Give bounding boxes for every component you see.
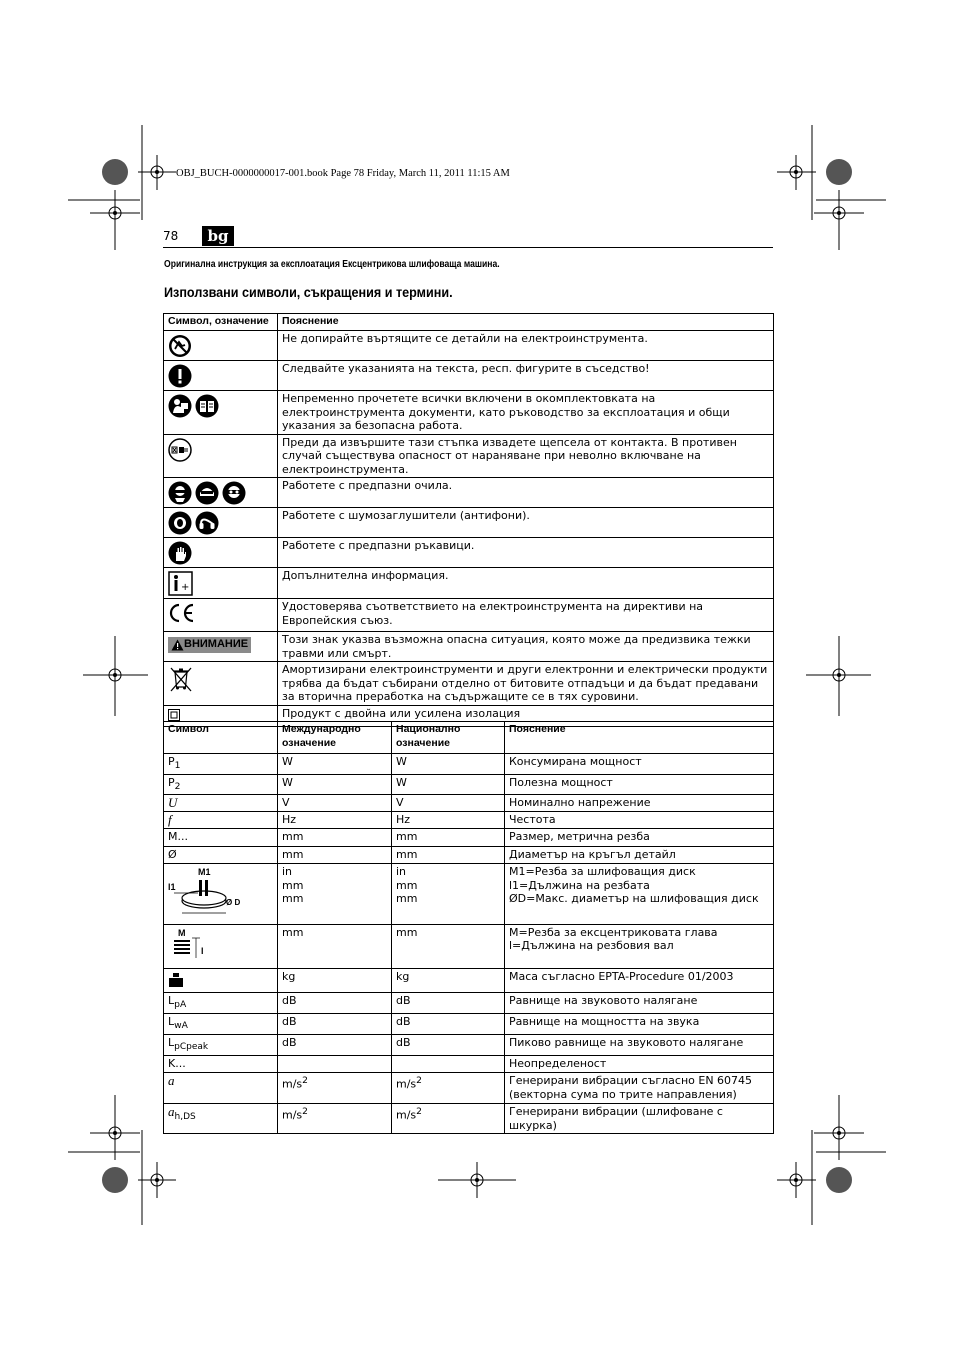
column-header-symbol: Символ [164,722,278,754]
row-text: Следвайте указанията на текста, респ. фигурите в съседство! [278,361,774,391]
column-header-national: Национално означение [392,722,505,754]
column-header-international: Международно означение [278,722,392,754]
info-icon [168,571,193,596]
table-row: $L_{pA}$ dB dB Равнище на звуковото налягане [164,993,774,1014]
do-not-touch-rotating-icon [168,334,192,358]
table-row: $L_{pCpeak}$ dB dB Пиково равнище на звуковото налягане [164,1034,774,1056]
weee-bin-icon [168,665,194,693]
table-row: $P_1$ W W Консумирана мощност [164,754,774,775]
table-row: M1 l1 Ø D in mm mm in mm mm M1=Резба за шлифоващия диск l1=Дължина на резбата ØD=Макс. диаметър на шлифоващия диск [164,864,774,925]
weight-icon [168,972,184,988]
table-row: $a_{h,DS}$ $m/s^2$ $m/s^2$ Генерирани вибрации (шлифоване с шкурка) [164,1104,774,1134]
svg-text:M1: M1 [198,867,211,878]
table-row [164,599,774,632]
table-row [164,508,774,538]
svg-text:Ø D: Ø D [226,898,241,908]
row-text: Не допирайте въртящите се детайли на електроинструмента. [278,331,774,361]
face-shield-icon [195,481,219,505]
row-text: Амортизирани електроинструменти и други електронни и електрически продукти трябва да бъдат събирани отделно от битовите отпадъци и да бъдат предавани за вторична преработка на съдържащите се в тях суровини. [278,662,774,706]
table-row [164,632,774,662]
table-row [164,662,774,706]
row-text: Преди да извършите тази стъпка извадете щепсела от контакта. В противен случай съществува опасност от нараняване при неволно включване на електроинструмента. [278,434,774,478]
table-row [164,391,774,435]
safety-goggles-icon [168,481,192,505]
row-text: Работете с предпазни очила. [278,478,774,508]
table-row: a $m/s^2$ $m/s^2$ Генерирани вибрации съгласно EN 60745 (векторна сума по трите направления) [164,1073,774,1104]
svg-text:l: l [201,945,204,956]
disc-dimensions-diagram [168,865,248,919]
column-header-symbol: Символ, означение [164,314,278,331]
row-text: Този знак указва възможна опасна ситуация, която може да предизвика тежки травми или смърт. [278,632,774,662]
svg-text:l1: l1 [168,882,176,893]
table-row: $L_{wA}$ dB dB Равнище на мощността на звука [164,1014,774,1035]
language-badge: bg [202,226,234,246]
units-table [163,721,774,1134]
unplug-icon [168,438,192,462]
table-row [164,478,774,508]
double-insulation-icon [168,709,180,721]
warning-triangle-icon [171,639,184,651]
table-row: M l mm mm M=Резба за ексцентриковата глава l=Дължина на резбовия вал [164,924,774,968]
table-row: M... mm mm Размер, метрична резба [164,829,774,847]
svg-text:M: M [178,927,186,938]
column-header-explanation: Пояснение [278,314,774,331]
exclamation-icon [168,364,192,388]
svg-text:+: + [181,582,190,593]
warning-badge: ВНИМАНИЕ [168,637,251,653]
book-info: OBJ_BUCH-0000000017-001.book Page 78 Friday, March 11, 2011 11:15 AM [176,168,510,179]
table-row [164,331,774,361]
header-divider [163,247,773,248]
row-text: Допълнителна информация. [278,568,774,599]
row-text: Работете с предпазни ръкавици. [278,538,774,568]
table-row: U V V Номинално напрежение [164,795,774,812]
table-row: $P_2$ W W Полезна мощност [164,774,774,795]
ear-protection-icon [168,511,192,535]
table-row: kg kg Маса съгласно EPTA-Procedure 01/2003 [164,968,774,993]
row-text: Работете с шумозаглушители (антифони). [278,508,774,538]
row-text: Непременно прочетете всички включени в окомплектовката на електроинструмента документи, като ръководство за експлоатация и общи указания за безопасна работа. [278,391,774,435]
gloves-icon [168,541,192,565]
row-text: Продукт с двойна или усилена изолация [278,706,774,727]
ear-muffs-icon [195,511,219,535]
table-header-row [164,722,774,754]
table-row [164,361,774,391]
table-row [164,434,774,478]
table-row: K... Неопределеност [164,1056,774,1073]
page-number: 78 [163,229,179,243]
table-row: Ø mm mm Диаметър на кръгъл детайл [164,847,774,864]
goggles-icon [222,481,246,505]
section-heading: Използвани символи, съкращения и термини. [164,284,453,300]
symbols-table [163,313,774,727]
table-row [164,538,774,568]
table-row [164,568,774,599]
document-subtitle: Оригинална инструкция за експлоатация Ексцентрикова шлифоваща машина. [164,259,500,270]
ce-mark-icon [168,602,196,624]
row-text: Удостоверява съответствието на електроинструмента на директиви на Европейския съюз. [278,599,774,632]
table-row: f Hz Hz Честота [164,812,774,829]
column-header-explanation: Пояснение [505,722,774,754]
read-manual-person-icon [168,394,192,418]
table-header-row [164,314,774,331]
spindle-thread-diagram [168,926,212,962]
read-manual-book-icon [195,394,219,418]
